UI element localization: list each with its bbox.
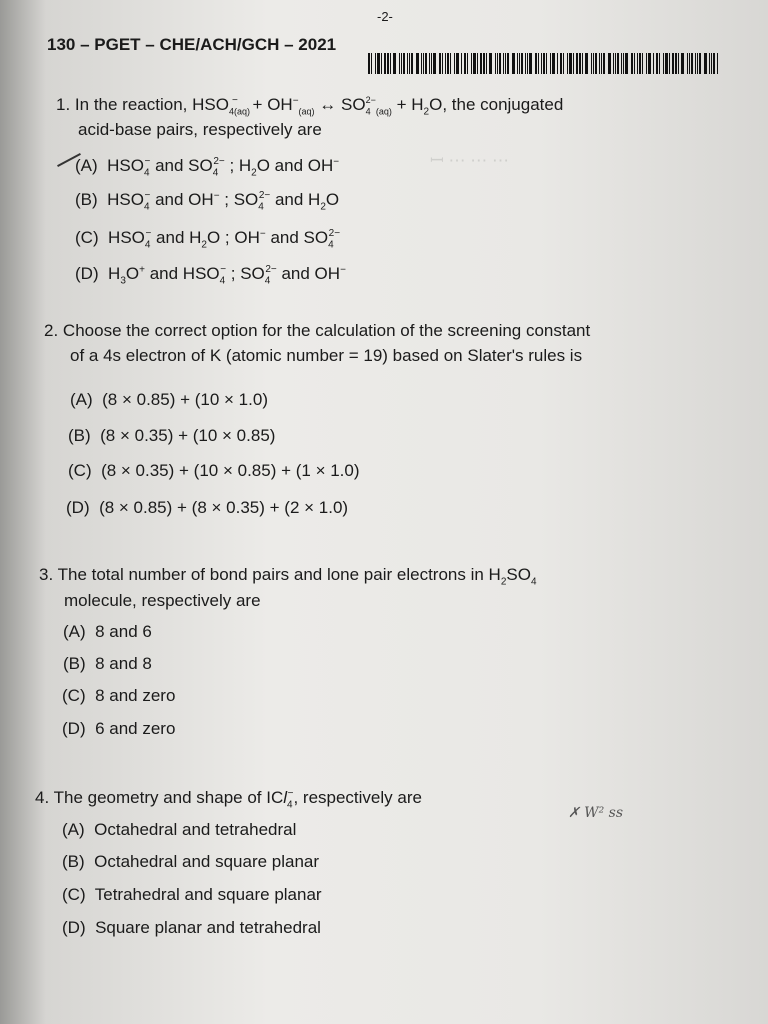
barcode-bar — [665, 53, 668, 74]
barcode-bar — [543, 53, 545, 74]
barcode-bar — [512, 53, 515, 74]
question-1: 1. In the reaction, $HSO_{4(aq)}^- + OH^-_{(aq)}$ ↔ $SO_4^{2-}_{(aq)} + H_2O$, the conjugated — [56, 95, 564, 118]
barcode-bar — [464, 53, 466, 74]
barcode-bar — [582, 53, 583, 74]
barcode-bar — [603, 53, 605, 74]
q2-option-b: (B) (8 × 0.35) + (10 × 0.85) — [68, 426, 276, 445]
barcode-bar — [399, 53, 400, 74]
barcode-bar — [377, 53, 380, 74]
barcode-bar — [541, 53, 542, 74]
barcode-bar — [695, 53, 696, 74]
barcode-bar — [546, 53, 547, 74]
barcode-bar — [669, 53, 670, 74]
barcode-bar — [442, 53, 443, 74]
barcode-bar — [497, 53, 498, 74]
question-1-suffix: the conjugated — [451, 95, 564, 114]
barcode-bar — [456, 53, 459, 74]
barcode-bar — [489, 53, 492, 74]
barcode-bar — [675, 53, 677, 74]
q1-option-a: (A) $HSO_4^-$ and $SO_4^{2-}$ ; $H_2O$ and OH− — [75, 156, 340, 179]
barcode-bar — [529, 53, 532, 74]
barcode-bar — [525, 53, 526, 74]
q3-option-b: (B) 8 and 8 — [63, 654, 152, 673]
barcode-bar — [403, 53, 405, 74]
barcode-bar — [573, 53, 574, 74]
q1-option-b: (B) $HSO_4^-$ and OH− ; $SO_4^{2-}$ and $H_2O$ — [75, 190, 340, 213]
question-2-line-2: of a 4s electron of K (atomic number = 19) based on Slater's rules is — [70, 346, 583, 365]
barcode-bar — [579, 53, 581, 74]
q4-option-b: (B) Octahedral and square planar — [62, 852, 320, 871]
barcode-bar — [608, 53, 611, 74]
barcode-bar — [507, 53, 509, 74]
barcode-bar — [631, 53, 633, 74]
q3-option-a: (A) 8 and 6 — [63, 622, 152, 641]
barcode-bar — [371, 53, 372, 74]
barcode-bar — [384, 53, 386, 74]
barcode-bar — [401, 53, 402, 74]
barcode-bar — [445, 53, 446, 74]
barcode-bar — [711, 53, 712, 74]
question-2: 2. Choose the correct option for the calculation of the screening constant — [44, 321, 591, 340]
barcode-bar — [483, 53, 485, 74]
question-3: 3. The total number of bond pairs and lone pair electrons in $H_2SO_4$ — [39, 565, 537, 588]
barcode-bar — [423, 53, 424, 74]
barcode-bar — [368, 53, 370, 74]
barcode-bar — [656, 53, 658, 74]
question-3-line-2: molecule, respectively are — [64, 591, 261, 610]
handwritten-note: ✗ W² ss — [568, 805, 624, 821]
barcode-bar — [467, 53, 468, 74]
barcode-bar — [480, 53, 482, 74]
barcode-bar — [447, 53, 449, 74]
barcode-bar — [687, 53, 688, 74]
barcode-bar — [393, 53, 396, 74]
barcode-bar — [691, 53, 693, 74]
barcode-bar — [429, 53, 430, 74]
barcode-bar — [601, 53, 602, 74]
barcode-bar — [625, 53, 628, 74]
barcode-bar — [637, 53, 638, 74]
barcode-bar — [505, 53, 506, 74]
barcode-bar — [519, 53, 520, 74]
barcode-bar — [576, 53, 578, 74]
barcode-bar — [421, 53, 422, 74]
barcode-bar — [454, 53, 455, 74]
barcode-bar — [681, 53, 684, 74]
barcode-bar — [560, 53, 562, 74]
barcode-bar — [527, 53, 528, 74]
question-1-number: 1. — [56, 95, 71, 114]
q4-option-d: (D) Square planar and tetrahedral — [62, 918, 321, 937]
barcode-bar — [535, 53, 537, 74]
barcode-bar — [615, 53, 616, 74]
barcode-bar — [621, 53, 622, 74]
barcode-bar — [390, 53, 391, 74]
barcode-bar — [653, 53, 654, 74]
barcode-bar — [411, 53, 413, 74]
barcode-bar — [689, 53, 690, 74]
barcode-bar — [567, 53, 568, 74]
question-4: 4. The geometry and shape of ICl$_4$−, respectively are — [35, 788, 422, 811]
question-1-line-2: acid-base pairs, respectively are — [78, 120, 322, 139]
page-number: -2- — [377, 9, 393, 24]
barcode-bar — [521, 53, 523, 74]
barcode-bar — [450, 53, 451, 74]
barcode-bar — [557, 53, 558, 74]
barcode-bar — [477, 53, 478, 74]
barcode-bar — [409, 53, 410, 74]
barcode-bar — [639, 53, 641, 74]
barcode-bar — [634, 53, 635, 74]
barcode-bar — [717, 53, 718, 74]
barcode-bar — [599, 53, 600, 74]
barcode-bar — [425, 53, 427, 74]
barcode-bar — [593, 53, 594, 74]
barcode-bar — [613, 53, 614, 74]
barcode-bar — [473, 53, 476, 74]
barcode-bar — [517, 53, 518, 74]
bleed-through-text: ꟷ ⋯ ⋯ ⋯ — [430, 151, 510, 170]
barcode-bar — [569, 53, 572, 74]
barcode-bar — [499, 53, 501, 74]
barcode — [368, 53, 720, 74]
barcode-bar — [704, 53, 707, 74]
barcode-bar — [495, 53, 496, 74]
barcode-bar — [648, 53, 651, 74]
barcode-bar — [538, 53, 539, 74]
q4-option-c: (C) Tetrahedral and square planar — [62, 885, 322, 904]
barcode-bar — [595, 53, 597, 74]
barcode-bar — [416, 53, 419, 74]
barcode-bar — [709, 53, 710, 74]
barcode-bar — [375, 53, 376, 74]
barcode-bar — [642, 53, 643, 74]
barcode-bar — [431, 53, 432, 74]
barcode-bar — [381, 53, 382, 74]
barcode-bar — [646, 53, 647, 74]
question-1-prefix: In the reaction, — [74, 95, 188, 114]
barcode-bar — [563, 53, 564, 74]
barcode-bar — [439, 53, 441, 74]
barcode-bar — [591, 53, 592, 74]
barcode-bar — [672, 53, 674, 74]
q3-option-c: (C) 8 and zero — [62, 686, 176, 705]
q2-option-a: (A) (8 × 0.85) + (10 × 1.0) — [70, 390, 268, 409]
barcode-bar — [433, 53, 436, 74]
q1-option-d: (D) $H_3O^+$ and $HSO_4^-$ ; $SO_4^{2-}$ and OH− — [75, 264, 346, 287]
barcode-bar — [663, 53, 664, 74]
barcode-bar — [678, 53, 679, 74]
barcode-bar — [503, 53, 504, 74]
barcode-bar — [713, 53, 715, 74]
q4-option-a: (A) Octahedral and tetrahedral — [62, 820, 297, 839]
q2-option-c: (C) (8 × 0.35) + (10 × 0.85) + (1 × 1.0) — [68, 461, 360, 480]
barcode-bar — [623, 53, 624, 74]
barcode-bar — [550, 53, 551, 74]
barcode-bar — [617, 53, 619, 74]
barcode-bar — [407, 53, 408, 74]
barcode-bar — [699, 53, 701, 74]
barcode-bar — [486, 53, 487, 74]
q3-option-d: (D) 6 and zero — [62, 719, 176, 738]
barcode-bar — [552, 53, 555, 74]
q2-option-d: (D) (8 × 0.85) + (8 × 0.35) + (2 × 1.0) — [66, 498, 349, 517]
barcode-bar — [697, 53, 698, 74]
barcode-bar — [585, 53, 588, 74]
barcode-bar — [659, 53, 660, 74]
q1-option-c: (C) $HSO_4^-$ and $H_2O$ ; OH− and $SO_4^{2-}$ — [75, 228, 341, 251]
barcode-bar — [387, 53, 389, 74]
barcode-bar — [471, 53, 472, 74]
paper-code-header: 130 – PGET – CHE/ACH/GCH – 2021 — [47, 35, 337, 54]
barcode-bar — [461, 53, 462, 74]
